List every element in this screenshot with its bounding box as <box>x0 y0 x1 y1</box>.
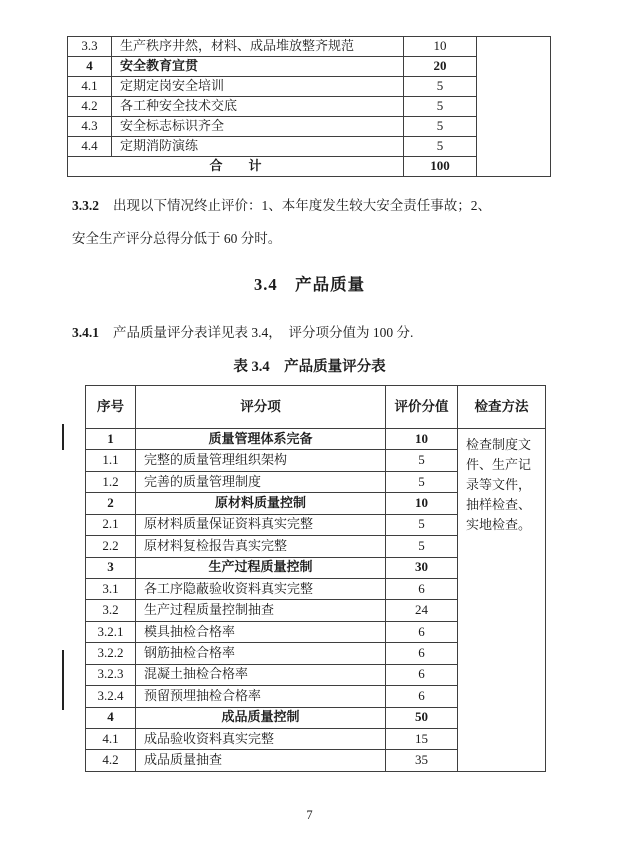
score-cell: 35 <box>386 750 458 772</box>
item-cell: 成品质量抽查 <box>136 750 386 772</box>
table-caption: 表 3.4 产品质量评分表 <box>233 359 386 375</box>
seq-cell: 3 <box>86 557 136 578</box>
paragraph-text: 安全生产评分总得分低于 60 分时。 <box>72 231 282 246</box>
revision-bar <box>62 650 64 710</box>
page-number: 7 <box>306 808 313 822</box>
seq-cell: 2 <box>86 493 136 514</box>
item-cell: 原材料质量控制 <box>136 493 386 514</box>
score-cell: 5 <box>404 77 477 97</box>
score-cell: 10 <box>386 493 458 514</box>
item-cell: 各工种安全技术交底 <box>112 97 404 117</box>
paragraph-3-4-1 <box>72 316 550 349</box>
score-cell: 5 <box>404 97 477 117</box>
seq-cell: 3.1 <box>86 578 136 599</box>
paragraph-text: 出现以下情况终止评价：1、本年度发生较大安全责任事故；2、 <box>113 198 491 213</box>
method-note-cell: 检查制度文件、生产记录等文件，抽样检查、实地检查。 <box>458 428 546 771</box>
score-cell: 5 <box>404 117 477 137</box>
paragraph-line <box>72 189 550 222</box>
table-row-category <box>86 428 546 449</box>
seq-cell: 3.2.3 <box>86 664 136 685</box>
total-value-cell: 100 <box>404 157 477 177</box>
score-cell: 24 <box>386 600 458 621</box>
table-header-row <box>86 386 546 429</box>
seq-cell: 3.2 <box>86 600 136 621</box>
score-cell: 5 <box>386 514 458 535</box>
seq-cell: 4 <box>68 57 112 77</box>
item-cell: 生产过程质量控制抽查 <box>136 600 386 621</box>
item-cell: 预留预埋抽检合格率 <box>136 686 386 707</box>
score-cell: 20 <box>404 57 477 77</box>
item-cell: 钢筋抽检合格率 <box>136 643 386 664</box>
total-label-cell: 合 计 <box>68 157 404 177</box>
score-cell: 5 <box>386 450 458 471</box>
seq-cell: 3.2.1 <box>86 621 136 642</box>
seq-cell: 1.1 <box>86 450 136 471</box>
paragraph-number: 3.3.2 <box>72 198 99 213</box>
header-method: 检查方法 <box>458 386 546 429</box>
score-cell: 15 <box>386 729 458 750</box>
item-cell: 完善的质量管理制度 <box>136 471 386 492</box>
seq-cell: 4.1 <box>68 77 112 97</box>
method-cell-empty <box>477 37 551 177</box>
item-cell: 定期定岗安全培训 <box>112 77 404 97</box>
header-item: 评分项 <box>136 386 386 429</box>
seq-cell: 4.2 <box>86 750 136 772</box>
item-cell: 质量管理体系完备 <box>136 428 386 449</box>
item-cell: 各工序隐蔽验收资料真实完整 <box>136 578 386 599</box>
item-cell: 定期消防演练 <box>112 137 404 157</box>
safety-score-table-continued <box>67 36 551 177</box>
seq-cell: 3.2.2 <box>86 643 136 664</box>
seq-cell: 4.3 <box>68 117 112 137</box>
product-quality-score-table <box>85 385 546 772</box>
score-cell: 6 <box>386 664 458 685</box>
item-cell: 完整的质量管理组织架构 <box>136 450 386 471</box>
item-cell: 成品质量控制 <box>136 707 386 728</box>
score-cell: 5 <box>386 536 458 557</box>
score-cell: 10 <box>404 37 477 57</box>
header-score: 评价分值 <box>386 386 458 429</box>
item-cell: 安全标志标识齐全 <box>112 117 404 137</box>
paragraph-number: 3.4.1 <box>72 325 99 340</box>
item-cell: 原材料复检报告真实完整 <box>136 536 386 557</box>
seq-cell: 1 <box>86 428 136 449</box>
paragraph-text: 产品质量评分表详见表 3.4， 评分项分值为 100 分. <box>113 325 414 340</box>
score-cell: 50 <box>386 707 458 728</box>
score-cell: 5 <box>386 471 458 492</box>
seq-cell: 3.3 <box>68 37 112 57</box>
score-cell: 6 <box>386 621 458 642</box>
seq-cell: 4.2 <box>68 97 112 117</box>
table-row <box>68 37 551 57</box>
item-cell: 模具抽检合格率 <box>136 621 386 642</box>
score-cell: 30 <box>386 557 458 578</box>
item-cell: 生产过程质量控制 <box>136 557 386 578</box>
seq-cell: 3.2.4 <box>86 686 136 707</box>
seq-cell: 4.4 <box>68 137 112 157</box>
seq-cell: 4 <box>86 707 136 728</box>
item-cell: 生产秩序井然，材料、成品堆放整齐规范 <box>112 37 404 57</box>
header-seq: 序号 <box>86 386 136 429</box>
seq-cell: 2.2 <box>86 536 136 557</box>
seq-cell: 4.1 <box>86 729 136 750</box>
item-cell: 成品验收资料真实完整 <box>136 729 386 750</box>
seq-cell: 2.1 <box>86 514 136 535</box>
score-cell: 6 <box>386 686 458 707</box>
score-cell: 5 <box>404 137 477 157</box>
score-cell: 6 <box>386 643 458 664</box>
item-cell: 原材料质量保证资料真实完整 <box>136 514 386 535</box>
revision-bar <box>62 424 64 450</box>
section-heading-3-4: 3.4 产品质量 <box>253 275 366 294</box>
paragraph-line <box>72 222 550 255</box>
item-cell: 混凝土抽检合格率 <box>136 664 386 685</box>
score-cell: 10 <box>386 428 458 449</box>
seq-cell: 1.2 <box>86 471 136 492</box>
paragraph-3-3-2 <box>72 189 550 255</box>
score-cell: 6 <box>386 578 458 599</box>
item-cell: 安全教育宜贯 <box>112 57 404 77</box>
